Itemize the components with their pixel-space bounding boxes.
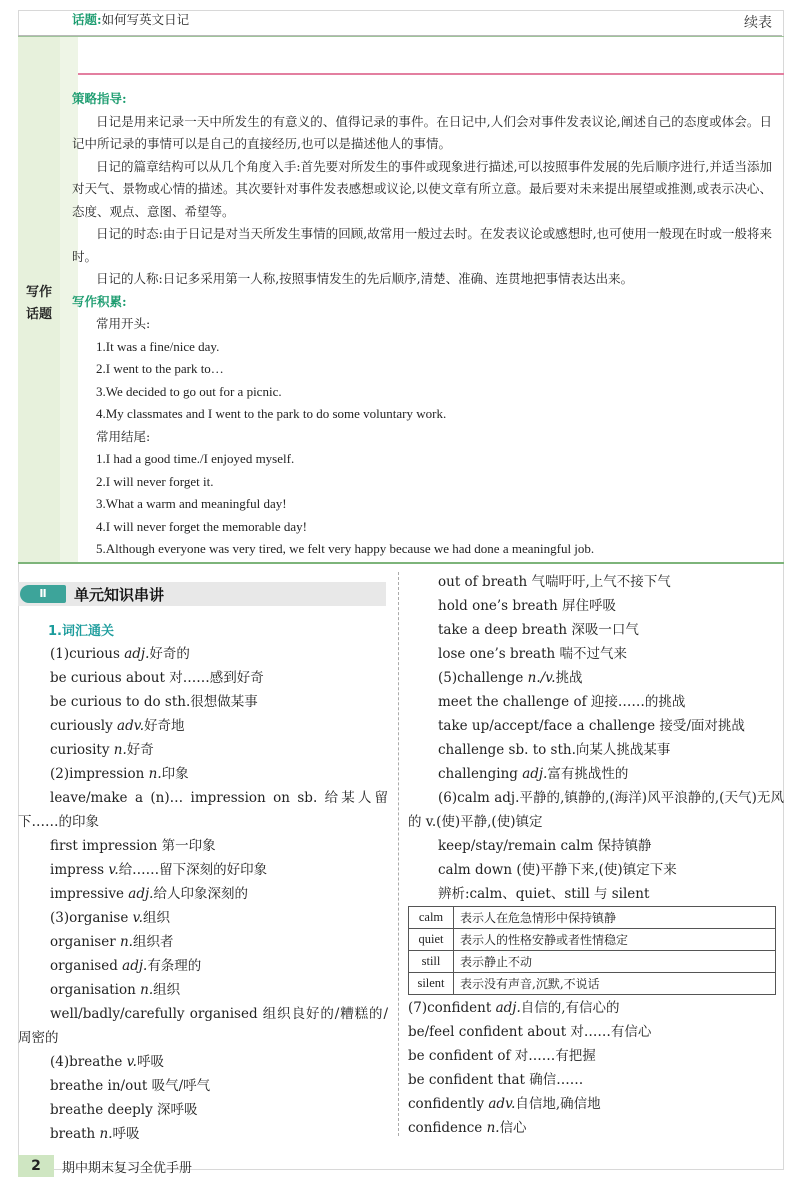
vocab-entry: organised adj.有条理的 xyxy=(50,958,202,974)
topic-row xyxy=(78,37,784,75)
vocab-entry: be curious to do sth.很想做某事 xyxy=(50,694,258,710)
vocab-entry: breathe in/out 吸气/呼气 xyxy=(50,1078,211,1094)
vocab-entry: impressive adj.给人印象深刻的 xyxy=(50,886,248,902)
strategy-paragraph: 日记的篇章结构可以从几个角度入手:首先要对所发生的事件或现象进行描述,可以按照事件发展的先后顺序进行,并适当添加对天气、景物或心情的描述。其次要针对事件发表感想或议论,以使文章有所立意。最后要对未来提出展望或推测,或表示决心、态度、观点、意图、希望等。 xyxy=(72,158,772,219)
vocab-entry: (3)organise v.组织 xyxy=(50,910,170,926)
table-key: calm xyxy=(409,907,454,929)
opening-sentence: 2.I went to the park to… xyxy=(96,361,224,376)
accumulation-label: 写作积累: xyxy=(72,293,127,309)
vocab-entry: take a deep breath 深吸一口气 xyxy=(438,622,639,638)
vocab-entry: meet the challenge of 迎接……的挑战 xyxy=(438,694,686,710)
ending-sentence: 5.Although everyone was very tired, we felt very happy because we had done a meaningful job. xyxy=(96,541,595,556)
comparison-table xyxy=(408,906,776,995)
vocab-entry-wrapped: well/badly/carefully organised 组织良好的/糟糕的/周密的 xyxy=(18,1006,388,1046)
vocab-entry: be/feel confident about 对……有信心 xyxy=(408,1024,652,1040)
opening-sentence: 1.It was a fine/nice day. xyxy=(96,338,220,354)
vocab-entry: breathe deeply 深呼吸 xyxy=(50,1102,198,1118)
vocab-entry: first impression 第一印象 xyxy=(50,838,216,854)
right-vocab-column xyxy=(408,570,784,906)
vocab-entry: organisation n.组织 xyxy=(50,982,181,998)
page-number: 2 xyxy=(18,1155,54,1177)
vocab-entry: take up/accept/face a challenge 接受/面对挑战 xyxy=(438,718,745,734)
ending-sentence: 2.I will never forget it. xyxy=(96,473,214,489)
vocab-entry: challenging adj.富有挑战性的 xyxy=(438,766,629,782)
opening-sentence: 3.We decided to go out for a picnic. xyxy=(96,383,282,399)
vocab-entry: breath n.呼吸 xyxy=(50,1126,140,1142)
strategy-paragraph: 日记的时态:由于日记是对当天所发生事情的回顾,故常用一般过去时。在发表议论或感想时,也可使用一般现在时或一般将来时。 xyxy=(72,226,772,264)
vocab-entry: confidently adv.自信地,确信地 xyxy=(408,1096,601,1112)
ending-sentence: 1.I had a good time./I enjoyed myself. xyxy=(96,451,295,466)
vocab-entry: hold one’s breath 屏住呼吸 xyxy=(438,598,616,614)
vocab-heading: 1.词汇通关 xyxy=(48,624,114,639)
continued-label: 续表 xyxy=(744,15,772,31)
vocab-entry: confidence n.信心 xyxy=(408,1120,527,1136)
table-value: 表示人的性格安静或者性情稳定 xyxy=(454,929,776,951)
table-row xyxy=(409,907,776,929)
right-vocab-column-2 xyxy=(408,996,784,1140)
side-cell xyxy=(18,37,61,562)
side-label: 写作 话题 xyxy=(25,285,52,322)
table-key: quiet xyxy=(409,929,454,951)
section-title: 单元知识串讲 xyxy=(74,586,165,604)
strategy-paragraph: 日记是用来记录一天中所发生的有意义的、值得记录的事件。在日记中,人们会对事件发表议论,阐述自己的态度或体会。日记中所记录的事情可以是自己的直接经历,也可以是描述他人的事情。 xyxy=(72,113,772,151)
vocab-entry: out of breath 气喘吁吁,上气不接下气 xyxy=(438,574,671,590)
vocab-entry: (5)challenge n./v.挑战 xyxy=(438,670,583,686)
table-key: still xyxy=(409,951,454,973)
table-value: 表示没有声音,沉默,不说话 xyxy=(454,973,776,995)
table-key: silent xyxy=(409,973,454,995)
vocab-entry: calm down (使)平静下来,(使)镇定下来 xyxy=(438,862,677,878)
strategy-body xyxy=(72,88,772,561)
vocab-entry: keep/stay/remain calm 保持镇静 xyxy=(438,838,652,854)
table-row xyxy=(409,929,776,951)
openings-label: 常用开头: xyxy=(96,316,151,331)
left-vocab-column xyxy=(18,642,388,1146)
vocab-entry-wrapped: (6)calm adj.平静的,镇静的,(海洋)风平浪静的,(天气)无风的 v.(使)平静,(使)镇定 xyxy=(408,790,784,830)
vocab-entry: lose one’s breath 喘不过气来 xyxy=(438,646,628,662)
vocab-entry: organiser n.组织者 xyxy=(50,934,174,950)
ending-sentence: 3.What a warm and meaningful day! xyxy=(96,496,287,511)
vocab-entry: impress v.给……留下深刻的好印象 xyxy=(50,862,268,878)
ending-sentence: 4.I will never forget the memorable day! xyxy=(96,518,307,534)
vocab-entry-wrapped: leave/make a (n)… impression on sb. 给某人留下……的印象 xyxy=(18,790,388,830)
column-divider xyxy=(398,572,399,1136)
table-value: 表示静止不动 xyxy=(454,951,776,973)
section-badge: Ⅱ xyxy=(20,585,66,603)
topic-title: 话题:如何写英文日记 xyxy=(72,12,190,27)
table-row xyxy=(409,973,776,995)
vocab-entry: curiously adv.好奇地 xyxy=(50,718,185,734)
endings-label: 常用结尾: xyxy=(96,428,151,444)
strategy-paragraph: 日记的人称:日记多采用第一人称,按照事情发生的先后顺序,清楚、准确、连贯地把事情表达出来。 xyxy=(96,271,634,286)
vocab-entry: 辨析:calm、quiet、still 与 silent xyxy=(438,886,650,902)
footer-title: 期中期末复习全优手册 xyxy=(62,1161,193,1176)
vocab-entry: (1)curious adj.好奇的 xyxy=(50,646,190,662)
strategy-label: 策略指导: xyxy=(72,91,127,106)
vocab-entry: be curious about 对……感到好奇 xyxy=(50,670,264,686)
table-value: 表示人在危急情形中保持镇静 xyxy=(454,907,776,929)
vocab-entry: (4)breathe v.呼吸 xyxy=(50,1054,164,1070)
vocab-entry: be confident of 对……有把握 xyxy=(408,1048,596,1064)
vocab-entry: (2)impression n.印象 xyxy=(50,766,189,782)
vocab-entry: challenge sb. to sth.向某人挑战某事 xyxy=(438,742,671,758)
opening-sentence: 4.My classmates and I went to the park to do some voluntary work. xyxy=(96,406,447,421)
vocab-entry: (7)confident adj.自信的,有信心的 xyxy=(408,1000,620,1016)
table-row xyxy=(409,951,776,973)
vocab-entry: curiosity n.好奇 xyxy=(50,742,154,758)
vocab-entry: be confident that 确信…… xyxy=(408,1072,584,1088)
